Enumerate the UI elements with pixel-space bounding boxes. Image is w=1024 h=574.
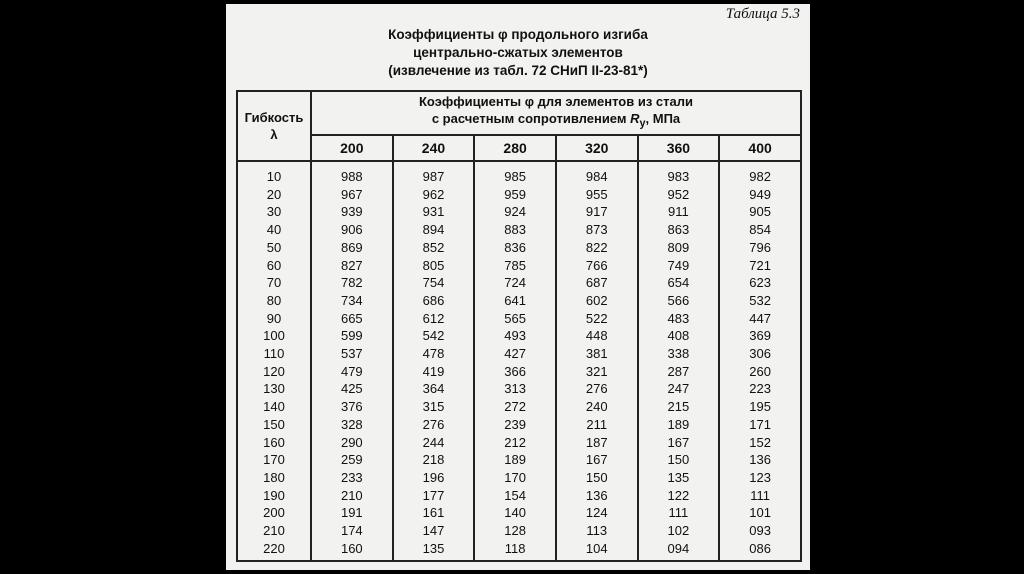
coefficient-cell: 955 xyxy=(556,186,638,204)
lambda-cell: 10 xyxy=(237,161,311,186)
table-row xyxy=(237,161,801,186)
coefficient-cell: 247 xyxy=(638,380,720,398)
coefficient-cell: 218 xyxy=(393,451,475,469)
lambda-cell: 170 xyxy=(237,451,311,469)
group-header-line1: Коэффициенты φ для элементов из стали xyxy=(419,94,693,110)
coefficient-cell: 863 xyxy=(638,221,720,239)
coefficient-cell: 154 xyxy=(474,487,556,505)
table-row xyxy=(237,186,801,204)
coefficient-cell: 338 xyxy=(638,345,720,363)
coefficient-cell: 113 xyxy=(556,522,638,540)
coefficient-cell: 931 xyxy=(393,203,475,221)
coefficient-cell: 565 xyxy=(474,310,556,328)
coefficient-cell: 827 xyxy=(311,257,393,275)
coefficient-cell: 272 xyxy=(474,398,556,416)
table-row xyxy=(237,451,801,469)
coefficient-cell: 123 xyxy=(719,469,801,487)
coefficient-cell: 306 xyxy=(719,345,801,363)
coefficient-cell: 215 xyxy=(638,398,720,416)
coefficient-cell: 111 xyxy=(719,487,801,505)
coefficient-cell: 766 xyxy=(556,257,638,275)
table-row xyxy=(237,434,801,452)
coefficient-cell: 128 xyxy=(474,522,556,540)
coefficient-cell: 187 xyxy=(556,434,638,452)
coefficient-cell: 905 xyxy=(719,203,801,221)
coefficient-cell: 869 xyxy=(311,239,393,257)
lambda-cell: 160 xyxy=(237,434,311,452)
coefficient-cell: 093 xyxy=(719,522,801,540)
coefficient-cell: 425 xyxy=(311,380,393,398)
coefficient-cell: 276 xyxy=(556,380,638,398)
coefficient-cell: 102 xyxy=(638,522,720,540)
coefficient-cell: 369 xyxy=(719,327,801,345)
coefficient-cell: 602 xyxy=(556,292,638,310)
coefficient-cell: 939 xyxy=(311,203,393,221)
table-row xyxy=(237,274,801,292)
coefficient-cell: 522 xyxy=(556,310,638,328)
coefficient-cell: 796 xyxy=(719,239,801,257)
coefficient-cell: 883 xyxy=(474,221,556,239)
coefficient-cell: 122 xyxy=(638,487,720,505)
table-row xyxy=(237,487,801,505)
lambda-cell: 150 xyxy=(237,416,311,434)
table-row xyxy=(237,522,801,540)
group-header xyxy=(311,91,801,135)
coefficient-cell: 174 xyxy=(311,522,393,540)
table-number: Таблица 5.3 xyxy=(725,6,800,22)
coefficient-cell: 911 xyxy=(638,203,720,221)
coefficient-cell: 427 xyxy=(474,345,556,363)
coefficient-cell: 641 xyxy=(474,292,556,310)
table-row xyxy=(237,380,801,398)
coefficient-cell: 493 xyxy=(474,327,556,345)
coefficient-cell: 537 xyxy=(311,345,393,363)
table-row xyxy=(237,345,801,363)
coefficient-cell: 822 xyxy=(556,239,638,257)
coefficient-cell: 136 xyxy=(556,487,638,505)
coefficient-cell: 983 xyxy=(638,161,720,186)
coefficient-cell: 566 xyxy=(638,292,720,310)
lambda-header-label: Гибкость xyxy=(244,110,304,125)
coefficient-cell: 366 xyxy=(474,363,556,381)
coefficient-cell: 094 xyxy=(638,540,720,562)
coefficient-cell: 244 xyxy=(393,434,475,452)
lambda-symbol: λ xyxy=(270,127,278,142)
table-title xyxy=(226,26,810,80)
coefficient-cell: 665 xyxy=(311,310,393,328)
table-row xyxy=(237,239,801,257)
coefficient-cell: 160 xyxy=(311,540,393,562)
lambda-cell: 20 xyxy=(237,186,311,204)
coefficient-cell: 212 xyxy=(474,434,556,452)
table-row xyxy=(237,292,801,310)
coefficient-cell: 749 xyxy=(638,257,720,275)
table-row xyxy=(237,257,801,275)
coefficient-cell: 854 xyxy=(719,221,801,239)
title-line: Коэффициенты φ продольного изгиба xyxy=(388,27,648,42)
coefficient-cell: 211 xyxy=(556,416,638,434)
resistance-subscript: y xyxy=(639,117,646,130)
coefficient-cell: 809 xyxy=(638,239,720,257)
coefficient-cell: 167 xyxy=(556,451,638,469)
coefficient-cell: 239 xyxy=(474,416,556,434)
coefficient-cell: 170 xyxy=(474,469,556,487)
coefficient-cell: 101 xyxy=(719,504,801,522)
coefficient-cell: 785 xyxy=(474,257,556,275)
coefficient-cell: 959 xyxy=(474,186,556,204)
coefficient-cell: 686 xyxy=(393,292,475,310)
coefficient-cell: 654 xyxy=(638,274,720,292)
coefficient-cell: 483 xyxy=(638,310,720,328)
coefficient-cell: 381 xyxy=(556,345,638,363)
lambda-cell: 180 xyxy=(237,469,311,487)
coefficient-cell: 532 xyxy=(719,292,801,310)
coefficient-cell: 623 xyxy=(719,274,801,292)
coefficient-cell: 599 xyxy=(311,327,393,345)
lambda-cell: 100 xyxy=(237,327,311,345)
coefficient-cell: 321 xyxy=(556,363,638,381)
coefficient-cell: 364 xyxy=(393,380,475,398)
coefficient-cell: 195 xyxy=(719,398,801,416)
lambda-cell: 30 xyxy=(237,203,311,221)
coefficient-cell: 161 xyxy=(393,504,475,522)
lambda-cell: 80 xyxy=(237,292,311,310)
coefficient-cell: 150 xyxy=(638,451,720,469)
coefficient-cell: 721 xyxy=(719,257,801,275)
coefficient-cell: 906 xyxy=(311,221,393,239)
r-value-header: 280 xyxy=(474,135,556,161)
coefficient-cell: 419 xyxy=(393,363,475,381)
coefficient-cell: 259 xyxy=(311,451,393,469)
coefficient-cell: 240 xyxy=(556,398,638,416)
coefficient-cell: 754 xyxy=(393,274,475,292)
coefficient-cell: 189 xyxy=(638,416,720,434)
coefficient-cell: 478 xyxy=(393,345,475,363)
r-value-header: 240 xyxy=(393,135,475,161)
coefficient-cell: 287 xyxy=(638,363,720,381)
title-line: (извлечение из табл. 72 СНиП II-23-81*) xyxy=(388,63,648,78)
table-row xyxy=(237,310,801,328)
lambda-cell: 60 xyxy=(237,257,311,275)
coefficient-cell: 988 xyxy=(311,161,393,186)
r-value-header: 360 xyxy=(638,135,720,161)
coefficient-cell: 949 xyxy=(719,186,801,204)
table-row xyxy=(237,504,801,522)
coefficient-cell: 924 xyxy=(474,203,556,221)
coefficient-cell: 315 xyxy=(393,398,475,416)
coefficient-cell: 782 xyxy=(311,274,393,292)
table-row xyxy=(237,416,801,434)
coefficient-cell: 135 xyxy=(638,469,720,487)
coefficient-cell: 196 xyxy=(393,469,475,487)
coefficient-cell: 233 xyxy=(311,469,393,487)
coefficient-cell: 448 xyxy=(556,327,638,345)
table-row xyxy=(237,327,801,345)
coefficient-cell: 210 xyxy=(311,487,393,505)
coefficient-cell: 118 xyxy=(474,540,556,562)
lambda-cell: 140 xyxy=(237,398,311,416)
lambda-cell: 40 xyxy=(237,221,311,239)
table-row xyxy=(237,221,801,239)
coefficient-cell: 104 xyxy=(556,540,638,562)
lambda-cell: 220 xyxy=(237,540,311,562)
coefficient-cell: 313 xyxy=(474,380,556,398)
coefficient-cell: 479 xyxy=(311,363,393,381)
coefficient-cell: 136 xyxy=(719,451,801,469)
lambda-cell: 130 xyxy=(237,380,311,398)
coefficient-table xyxy=(236,90,802,562)
lambda-cell: 190 xyxy=(237,487,311,505)
title-line: центрально-сжатых элементов xyxy=(413,45,623,60)
coefficient-cell: 836 xyxy=(474,239,556,257)
coefficient-cell: 982 xyxy=(719,161,801,186)
coefficient-cell: 873 xyxy=(556,221,638,239)
coefficient-cell: 408 xyxy=(638,327,720,345)
coefficient-cell: 447 xyxy=(719,310,801,328)
coefficient-cell: 734 xyxy=(311,292,393,310)
r-value-header: 200 xyxy=(311,135,393,161)
coefficient-cell: 260 xyxy=(719,363,801,381)
coefficient-cell: 140 xyxy=(474,504,556,522)
coefficient-cell: 150 xyxy=(556,469,638,487)
table-row xyxy=(237,363,801,381)
table-row xyxy=(237,203,801,221)
lambda-cell: 50 xyxy=(237,239,311,257)
coefficient-cell: 687 xyxy=(556,274,638,292)
coefficient-cell: 223 xyxy=(719,380,801,398)
coefficient-cell: 805 xyxy=(393,257,475,275)
coefficient-cell: 189 xyxy=(474,451,556,469)
coefficient-cell: 542 xyxy=(393,327,475,345)
coefficient-cell: 111 xyxy=(638,504,720,522)
r-value-header: 320 xyxy=(556,135,638,161)
table-row xyxy=(237,398,801,416)
lambda-cell: 200 xyxy=(237,504,311,522)
coefficient-cell: 086 xyxy=(719,540,801,562)
coefficient-cell: 987 xyxy=(393,161,475,186)
lambda-cell: 70 xyxy=(237,274,311,292)
coefficient-cell: 276 xyxy=(393,416,475,434)
coefficient-cell: 952 xyxy=(638,186,720,204)
lambda-cell: 90 xyxy=(237,310,311,328)
lambda-header xyxy=(237,91,311,161)
document-page xyxy=(226,4,810,570)
coefficient-cell: 985 xyxy=(474,161,556,186)
coefficient-cell: 852 xyxy=(393,239,475,257)
coefficient-cell: 171 xyxy=(719,416,801,434)
coefficient-cell: 612 xyxy=(393,310,475,328)
group-header-suffix: , МПа xyxy=(645,111,681,127)
resistance-symbol: R xyxy=(630,111,640,127)
coefficient-cell: 177 xyxy=(393,487,475,505)
r-value-header: 400 xyxy=(719,135,801,161)
group-header-prefix: с расчетным сопротивлением xyxy=(431,111,631,127)
table-row xyxy=(237,469,801,487)
lambda-cell: 210 xyxy=(237,522,311,540)
coefficient-cell: 135 xyxy=(393,540,475,562)
lambda-cell: 110 xyxy=(237,345,311,363)
coefficient-cell: 376 xyxy=(311,398,393,416)
coefficient-cell: 191 xyxy=(311,504,393,522)
coefficient-cell: 984 xyxy=(556,161,638,186)
coefficient-cell: 894 xyxy=(393,221,475,239)
coefficient-cell: 328 xyxy=(311,416,393,434)
coefficient-cell: 962 xyxy=(393,186,475,204)
lambda-cell: 120 xyxy=(237,363,311,381)
coefficient-cell: 724 xyxy=(474,274,556,292)
table-row xyxy=(237,540,801,562)
group-header-line2 xyxy=(312,110,800,133)
coefficient-cell: 124 xyxy=(556,504,638,522)
coefficient-cell: 917 xyxy=(556,203,638,221)
coefficient-cell: 967 xyxy=(311,186,393,204)
coefficient-cell: 290 xyxy=(311,434,393,452)
coefficient-cell: 167 xyxy=(638,434,720,452)
coefficient-cell: 147 xyxy=(393,522,475,540)
coefficient-cell: 152 xyxy=(719,434,801,452)
